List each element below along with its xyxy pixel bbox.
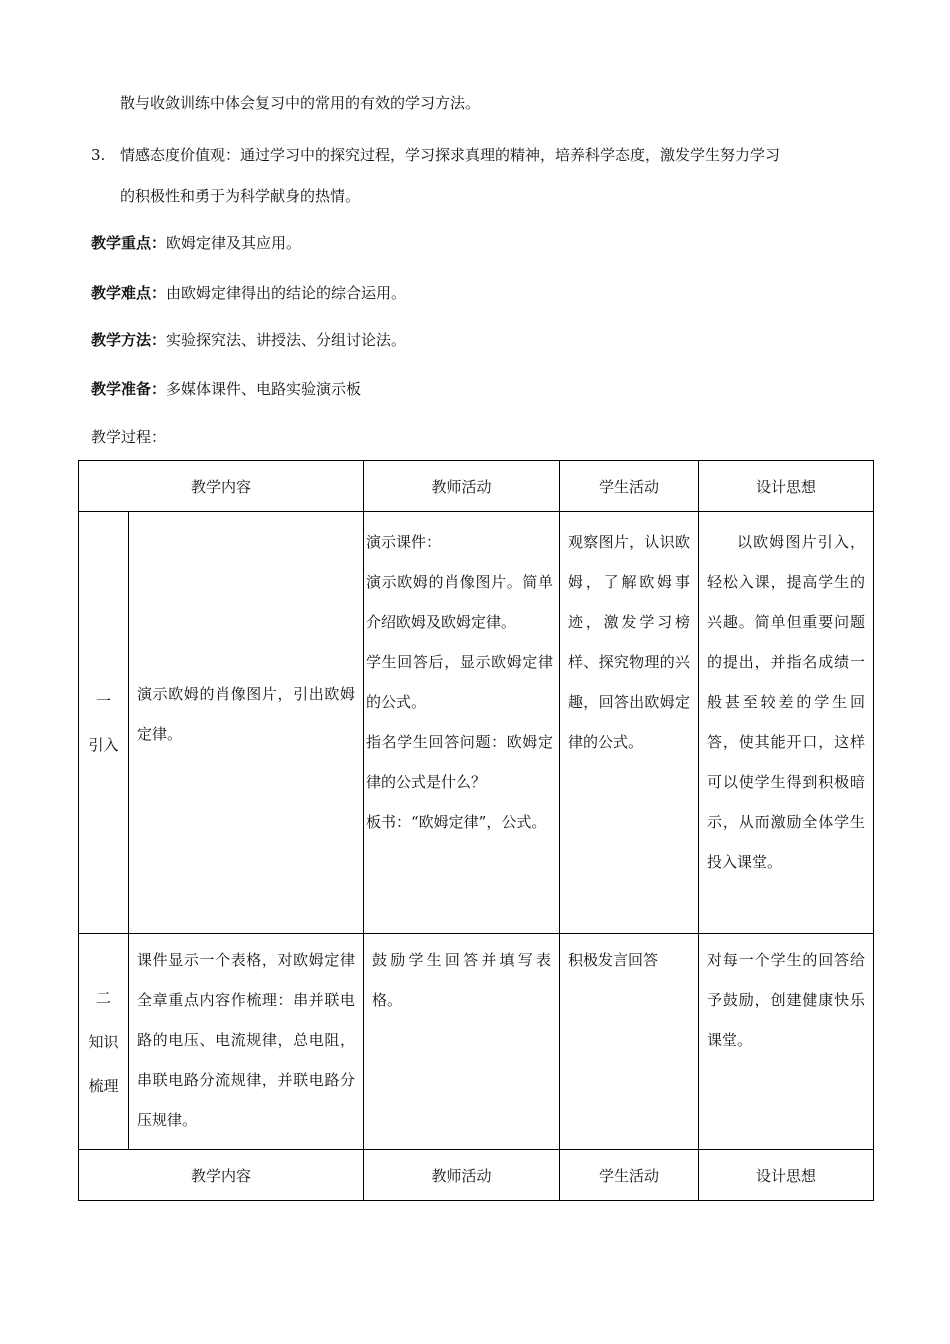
objective-3-line-1: 情感态度价值观：通过学习中的探究过程，学习探求真理的精神，培养科学态度，激发学生努力学习 [120, 146, 781, 164]
intro-student-cell [560, 512, 699, 934]
difficulty-label: 教学难点： [91, 284, 167, 302]
method-value: 实验探究法、讲授法、分组讨论法。 [166, 331, 407, 349]
table-header-row [79, 461, 874, 512]
review-teacher-cell [364, 934, 560, 1150]
review-student-cell [560, 934, 699, 1150]
intro-design-text: 以欧姆图片引入，轻松入课，提高学生的兴趣。简单但重要问题的提出，并指名成绩一般甚至较差的学生回答，使其能开口，这样可以使学生得到积极暗示，从而激励全体学生投入课堂。 [707, 533, 866, 871]
review-design-cell [699, 934, 874, 1150]
lesson-plan-table [78, 460, 874, 1201]
review-content-cell [129, 934, 364, 1150]
stage-review-name-1: 知识 [88, 1032, 119, 1051]
footer-header-teacher: 教师活动 [364, 1150, 560, 1201]
preparation-label: 教学准备： [91, 380, 167, 398]
intro-teacher-line: 演示课件： [366, 533, 442, 551]
stage-intro-number: 一 [95, 691, 111, 710]
objective-3-line-2: 的积极性和勇于为科学献身的热情。 [120, 187, 361, 205]
intro-teacher-cell [364, 512, 560, 934]
stage-review-number: 二 [95, 988, 111, 1007]
header-content: 教学内容 [79, 461, 364, 512]
intro-line-1: 散与收敛训练中体会复习中的常用的有效的学习方法。 [120, 94, 481, 112]
difficulty-field [91, 283, 406, 303]
review-student-text: 积极发言回答 [568, 951, 659, 969]
intro-teacher-line: 学生回答后，显示欧姆定律的公式。 [366, 653, 554, 711]
key-point-label: 教学重点： [91, 234, 167, 252]
intro-content-cell [129, 512, 364, 934]
intro-design-cell [699, 512, 874, 934]
stage-review-name-2: 梳理 [88, 1076, 119, 1095]
objective-3-number: 3. [91, 146, 106, 164]
difficulty-value: 由欧姆定律得出的结论的综合运用。 [166, 284, 407, 302]
intro-teacher-line: 演示欧姆的肖像图片。简单介绍欧姆及欧姆定律。 [366, 573, 554, 631]
stage-intro-cell [79, 512, 129, 934]
method-label: 教学方法： [91, 331, 167, 349]
review-design-text: 对每一个学生的回答给予鼓励，创建健康快乐课堂。 [707, 951, 866, 1049]
header-student: 学生活动 [560, 461, 699, 512]
footer-header-student: 学生活动 [560, 1150, 699, 1201]
review-content-text: 课件显示一个表格，对欧姆定律全章重点内容作梳理：串并联电路的电压、电流规律，总电阻，串联电路分流规律，并联电路分压规律。 [137, 951, 356, 1129]
key-point-field [91, 233, 301, 253]
stage-intro-name: 引入 [88, 735, 119, 754]
table-row-review [79, 934, 874, 1150]
header-teacher: 教师活动 [364, 461, 560, 512]
preparation-value: 多媒体课件、电路实验演示板 [166, 380, 362, 398]
table-row-intro [79, 512, 874, 934]
intro-teacher-line: 板书：“欧姆定律”，公式。 [366, 813, 547, 831]
footer-header-design: 设计思想 [699, 1150, 874, 1201]
review-teacher-text: 鼓励学生回答并填写表格。 [372, 951, 552, 1009]
preparation-field [91, 379, 361, 399]
key-point-value: 欧姆定律及其应用。 [166, 234, 302, 252]
intro-student-text: 观察图片，认识欧姆，了解欧姆事迹，激发学习榜样、探究物理的兴趣，回答出欧姆定律的公式。 [568, 533, 691, 751]
process-label: 教学过程： [91, 428, 167, 446]
method-field [91, 330, 406, 350]
footer-header-content: 教学内容 [79, 1150, 364, 1201]
intro-teacher-line: 指名学生回答问题：欧姆定律的公式是什么？ [366, 733, 554, 791]
header-design: 设计思想 [699, 461, 874, 512]
stage-review-cell [79, 934, 129, 1150]
intro-content-text: 演示欧姆的肖像图片，引出欧姆定律。 [137, 684, 356, 743]
table-footer-header-row [79, 1150, 874, 1201]
